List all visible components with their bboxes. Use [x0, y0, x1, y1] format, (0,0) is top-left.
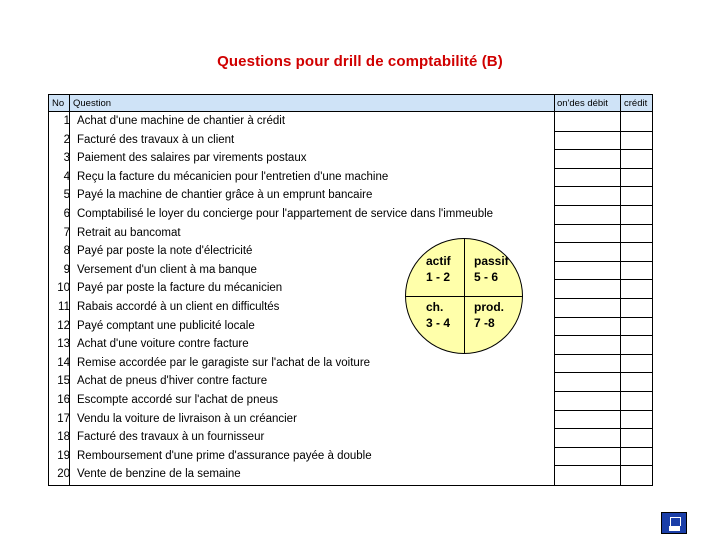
question-number: 4: [63, 170, 70, 183]
question-text: Retrait au bancomat: [77, 226, 181, 239]
question-number: 11: [58, 301, 70, 313]
table-row: [49, 224, 652, 243]
circle-passif-label: passif: [474, 254, 509, 268]
circle-charges-label: ch.: [426, 300, 444, 314]
circle-passif: [474, 253, 509, 285]
page-title: Questions pour drill de comptabilité (B): [217, 53, 503, 70]
table-row: [49, 149, 652, 168]
question-number: 12: [57, 319, 70, 332]
question-number: 15: [57, 375, 70, 388]
question-text: Achat d'une machine de chantier à crédit: [77, 115, 286, 127]
question-number: 10: [57, 282, 70, 295]
table-row: [49, 112, 652, 131]
table-row: [49, 317, 652, 336]
table-header: [49, 95, 652, 112]
table-row: [49, 242, 652, 261]
table-row: [49, 447, 652, 466]
question-number: 6: [63, 208, 70, 220]
header-no: No: [52, 98, 65, 109]
question-number: 7: [63, 226, 70, 239]
question-text: Versement d'un client à ma banque: [77, 263, 257, 276]
question-text: Achat de pneus d'hiver contre facture: [77, 375, 268, 388]
question-text: Payé par poste la note d'électricité: [77, 245, 253, 258]
table-row: [49, 428, 652, 447]
header-debit: on'des débit: [557, 98, 608, 109]
circle-actif-value: 1 - 2: [426, 270, 451, 284]
table-row: [49, 372, 652, 391]
question-number: 13: [57, 338, 70, 351]
question-number: 20: [57, 468, 70, 481]
question-table: [48, 94, 653, 486]
account-classes-circle: [405, 238, 523, 354]
question-text: Payé par poste la facture du mécanicien: [77, 282, 283, 295]
question-text: Escompte accordé sur l'achat de pneus: [77, 394, 279, 406]
question-text: Remise accordée par le garagiste sur l'achat de la voiture: [77, 356, 371, 369]
circle-produits-label: prod.: [474, 300, 504, 314]
question-number: 19: [57, 449, 70, 462]
question-number: 2: [63, 133, 70, 146]
table-row: [49, 465, 652, 484]
table-row: [49, 205, 652, 224]
table-row: [49, 354, 652, 373]
question-text: Payé comptant une publicité locale: [77, 319, 255, 332]
table-row: [49, 298, 652, 317]
table-row: [49, 279, 652, 298]
question-text: Vente de benzine de la semaine: [77, 468, 241, 481]
circle-produits: [474, 299, 504, 331]
circle-charges: [426, 299, 450, 331]
table-row: [49, 261, 652, 280]
circle-passif-value: 5 - 6: [474, 270, 499, 284]
table-row: [49, 186, 652, 205]
question-number: 18: [57, 431, 70, 444]
circle-produits-value: 7 -8: [474, 316, 495, 330]
header-credit: crédit: [624, 98, 648, 109]
question-number: 16: [57, 394, 70, 406]
question-number: 8: [63, 245, 70, 258]
question-number: 14: [57, 356, 70, 369]
table-row: [49, 391, 652, 410]
question-text: Remboursement d'une prime d'assurance payée à double: [77, 449, 372, 462]
question-text: Facturé des travaux à un client: [77, 133, 235, 146]
question-number: 1: [63, 115, 70, 127]
circle-actif: [426, 253, 451, 285]
question-text: Rabais accordé à un client en difficultés: [77, 301, 280, 313]
table-row: [49, 335, 652, 354]
question-text: Comptabilisé le loyer du concierge pour l'appartement de service dans l'immeuble: [77, 208, 494, 220]
question-text: Paiement des salaires par virements postaux: [77, 152, 307, 165]
question-text: Reçu la facture du mécanicien pour l'entretien d'une machine: [77, 170, 389, 183]
circle-divider: [406, 296, 523, 297]
question-text: Vendu la voiture de livraison à un créancier: [77, 412, 297, 425]
header-question: Question: [73, 98, 112, 109]
table-row: [49, 168, 652, 187]
question-text: Facturé des travaux à un fournisseur: [77, 431, 265, 444]
circle-actif-label: actif: [426, 254, 451, 268]
question-number: 5: [63, 189, 70, 202]
question-text: Achat d'une voiture contre facture: [77, 338, 249, 351]
home-button[interactable]: [661, 512, 687, 534]
circle-charges-value: 3 - 4: [426, 316, 451, 330]
question-text: Payé la machine de chantier grâce à un emprunt bancaire: [77, 189, 373, 202]
question-number: 17: [57, 412, 70, 425]
table-row: [49, 131, 652, 150]
question-number: 3: [63, 152, 70, 165]
table-row: [49, 410, 652, 429]
question-number: 9: [63, 263, 70, 276]
